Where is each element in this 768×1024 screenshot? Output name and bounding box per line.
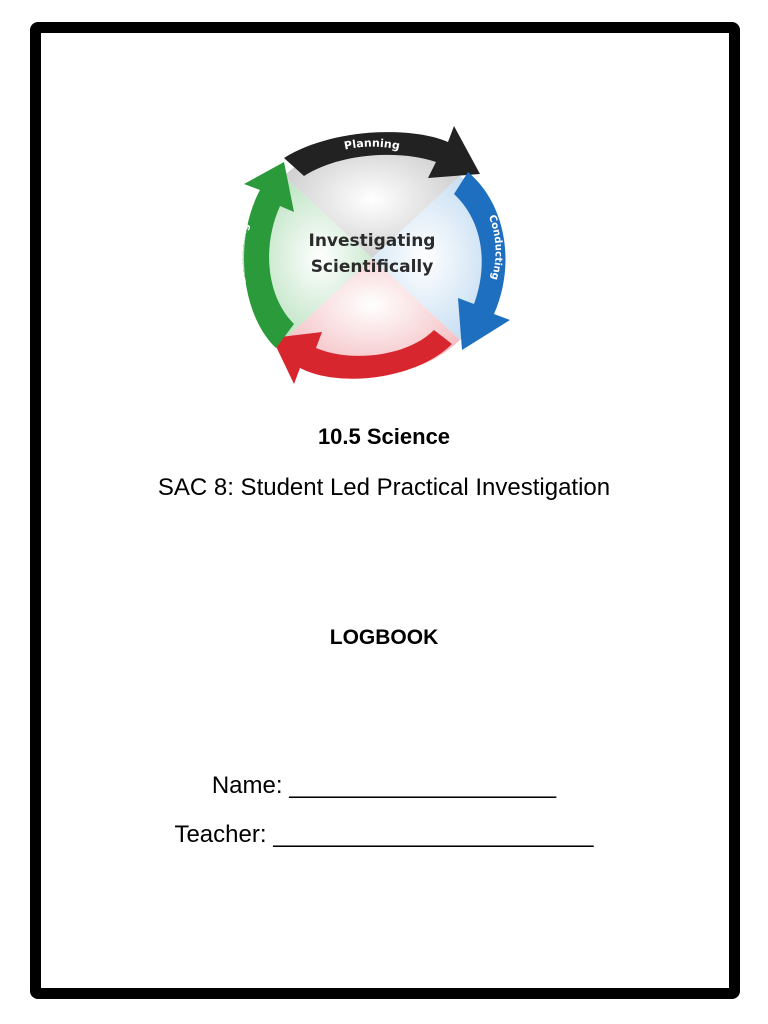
assessment-subtitle: SAC 8: Student Led Practical Investigation (157, 474, 611, 501)
processing-label: Processing (335, 381, 399, 397)
document-type-heading: LOGBOOK (329, 626, 439, 649)
planning-label: Planning (343, 136, 402, 153)
name-field-row (0, 772, 768, 800)
conducting-label: Conducting (485, 213, 504, 282)
investigating-scientifically-cycle-logo (222, 118, 522, 398)
name-blank-line[interactable]: ____________________ (289, 772, 557, 799)
logo-center-text-line2: Scientifically (310, 257, 434, 277)
name-label: Name: (211, 772, 283, 799)
evaluating-label: Evaluating (234, 221, 252, 286)
teacher-label: Teacher: (174, 821, 267, 848)
course-title: 10.5 Science (317, 424, 451, 449)
teacher-field-row (0, 821, 768, 849)
logo-center-text-line1: Investigating (308, 231, 436, 251)
teacher-blank-line[interactable]: ________________________ (273, 821, 594, 848)
